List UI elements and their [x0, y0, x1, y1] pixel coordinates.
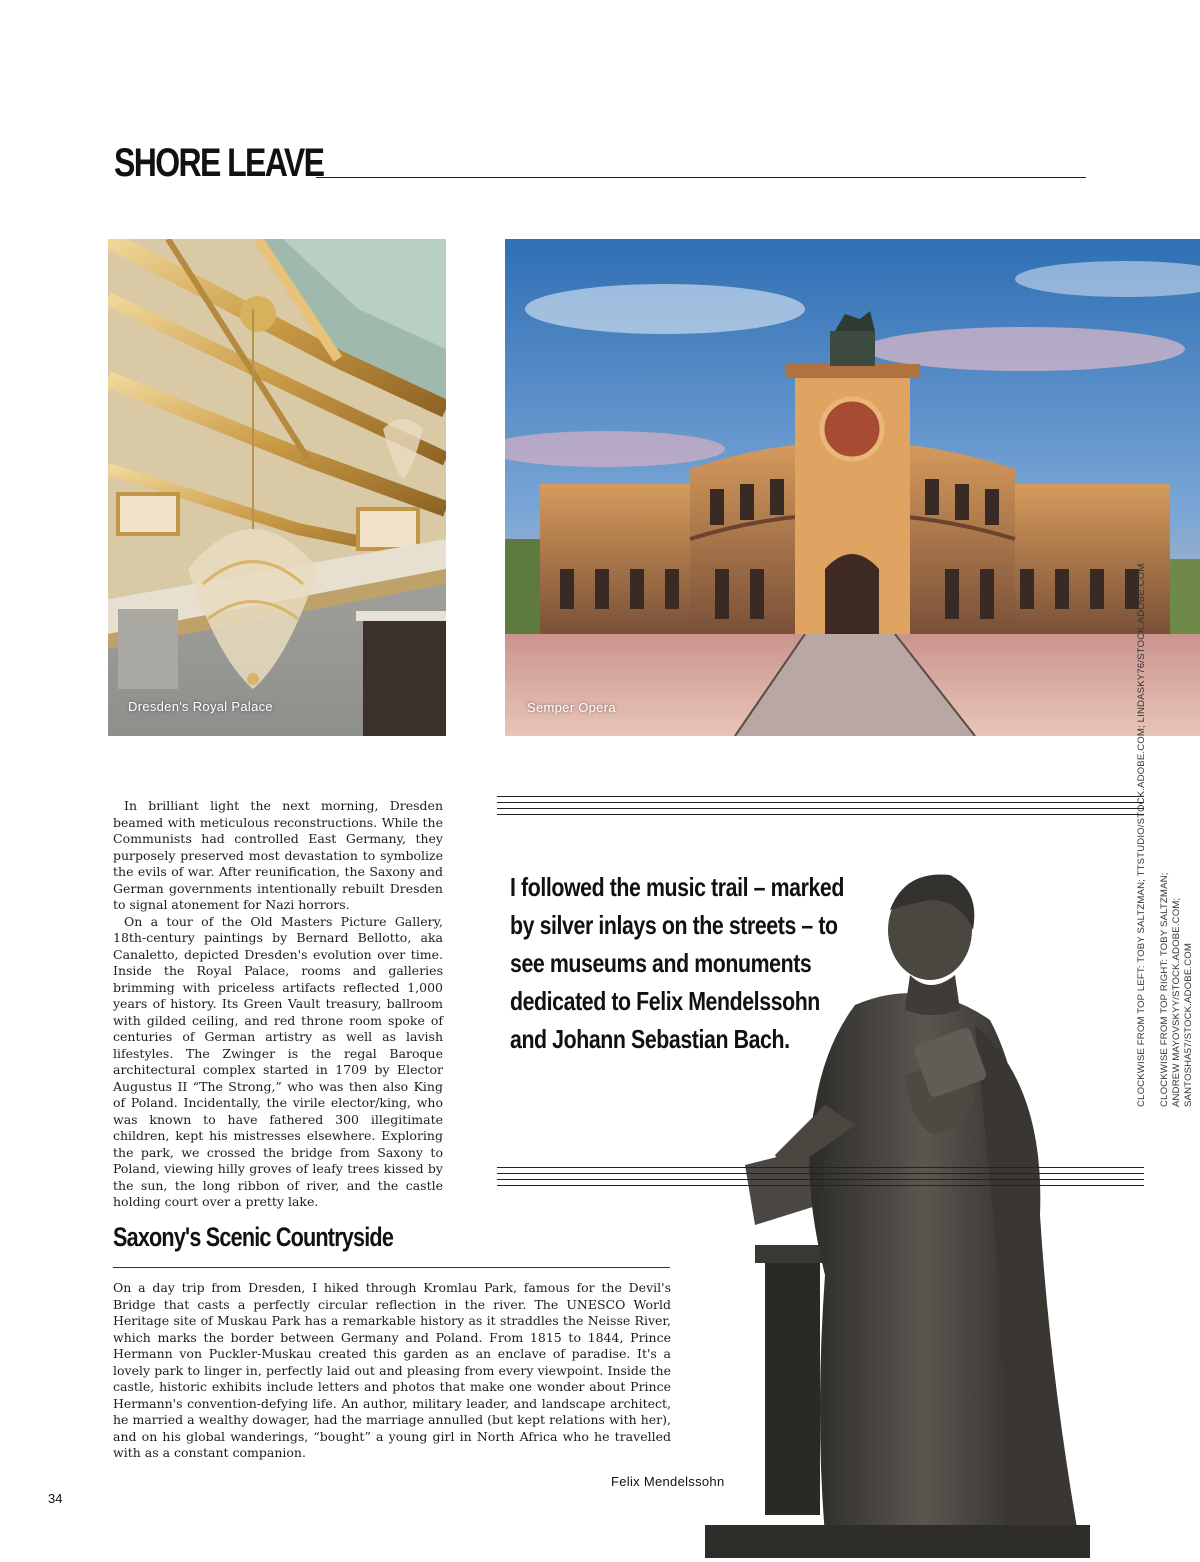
pull-quote: I followed the music trail – marked by silver inlays on the streets – to see museums and monuments dedicated to Felix Mendelssohn and Johann Sebastian Bach.	[510, 872, 844, 1054]
pull-quote-lines-top	[497, 796, 1144, 820]
photo-credit-2: CLOCKWISE FROM TOP RIGHT: TOBY SALTZMAN; ANDREW MAYOVSKYY/STOCK.ADOBE.COM; SANTOSHA57/STOCK.ADOBE.COM	[1159, 872, 1194, 1107]
photo-credit-1: CLOCKWISE FROM TOP LEFT: TOBY SALTZMAN; TTSTUDIO/STOCK.ADOBE.COM; LINDASKY76/STOCK.ADOBE.COM	[1136, 563, 1147, 1107]
pull-quote-lines-bottom	[497, 1167, 1144, 1191]
article-paragraph-3: On a day trip from Dresden, I hiked through Kromlau Park, famous for the Devil's Bridge that casts a perfectly circular reflection in the river. The UNESCO World Heritage site of Muskau Park has a remarkable history as it straddles the Neisse River, which marks the border between Germany and Poland. From 1815 to 1844, Prince Hermann von Puckler-Muskau created this garden as an enclave of paradise. It's a lovely park to linger in, perfectly laid out and pleasing from every viewpoint. Inside the castle, historic exhibits include letters and photos that make one wonder about Prince Hermann's convention-defying life. An author, military leader, and landscape architect, he married a wealthy dowager, had the marriage annulled (but kept relations with her), and on his global wanderings, “bought” a young girl in North Africa who he travelled with as a constant companion.	[113, 1280, 671, 1460]
semper-opera-illustration	[505, 239, 1200, 736]
subhead: Saxony's Scenic Countryside	[113, 1222, 394, 1252]
royal-palace-photo	[108, 239, 446, 736]
mendelssohn-caption: Felix Mendelssohn	[611, 1474, 725, 1489]
semper-opera-photo	[505, 239, 1200, 736]
royal-palace-illustration	[108, 239, 446, 736]
page-number: 34	[48, 1491, 63, 1506]
article-column-bottom	[113, 1280, 671, 1462]
section-header	[114, 140, 1086, 186]
article-paragraph-1: In brilliant light the next morning, Dresden beamed with meticulous reconstructions. While the Communists had controlled East Germany, they purposely preserved most devastation to symbolize the evils of war. After reunification, the Saxony and German governments intentionally rebuilt Dresden to signal atonement for Nazi horrors.	[113, 798, 443, 912]
subhead-rule	[113, 1267, 670, 1268]
section-title: SHORE LEAVE	[114, 141, 324, 185]
article-column-left	[113, 798, 443, 1211]
royal-palace-caption: Dresden's Royal Palace	[128, 699, 273, 714]
section-rule	[316, 177, 1086, 178]
semper-opera-caption: Semper Opera	[527, 700, 616, 715]
article-paragraph-2: On a tour of the Old Masters Picture Gallery, 18th-century paintings by Bernard Bellotto, aka Canaletto, depicted Dresden's evolution over time. Inside the Royal Palace, rooms and galleries brimming with priceless artifacts reflected 1,000 years of history. Its Green Vault treasury, ballroom with gilded ceiling, and red throne room spoke of centuries of German artistry as well as lavish lifestyles. The Zwinger is the regal Baroque architectural complex started in 1709 by Elector Augustus II “The Strong,” who was then also King of Poland. Incidentally, the virile elector/king, who was known to have fathered 300 illegitimate children, kept his mistresses elsewhere. Exploring the park, we crossed the bridge from Saxony to Poland, viewing hilly groves of leafy trees kissed by the sun, the long ribbon of river, and the castle holding court over a pretty lake.	[113, 913, 443, 1209]
